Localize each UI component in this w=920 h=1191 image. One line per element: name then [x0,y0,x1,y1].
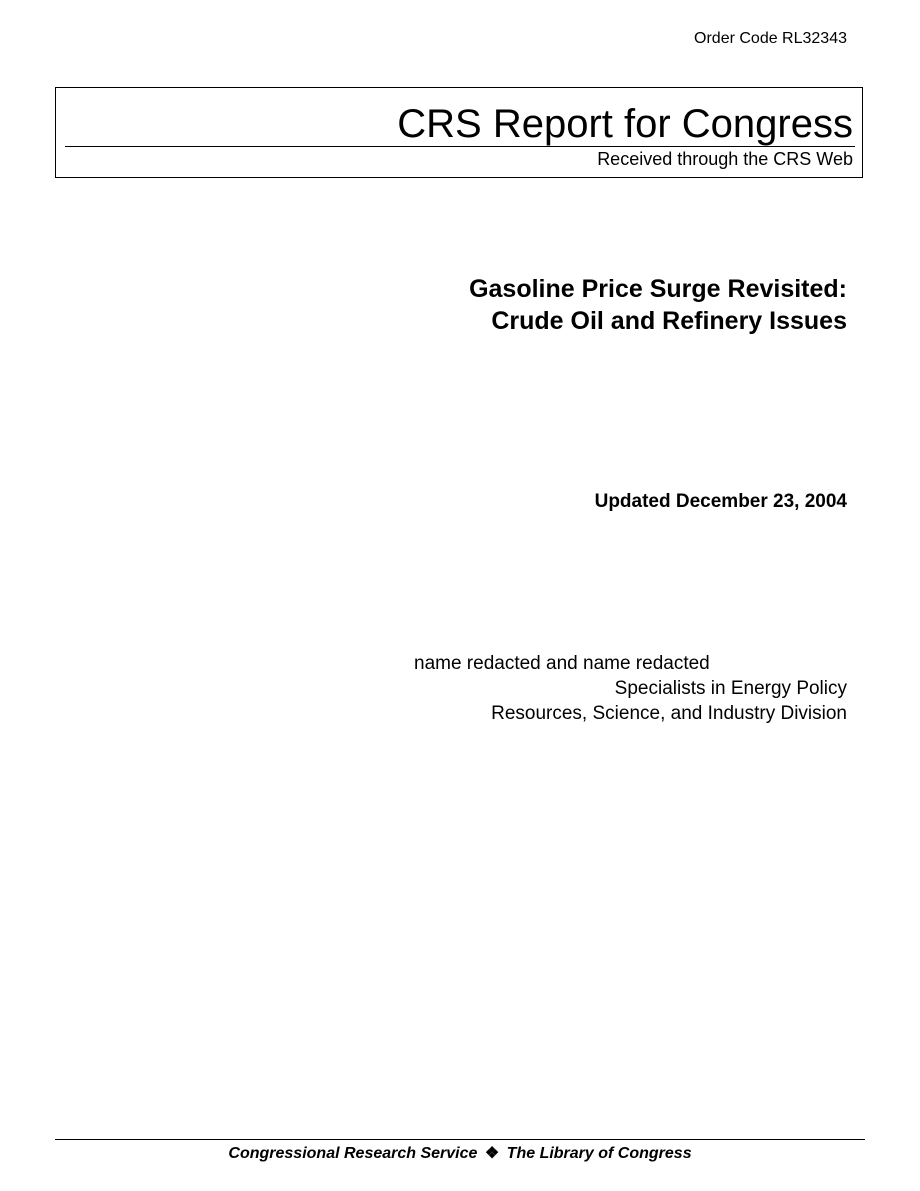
report-title [469,273,847,337]
footer-publisher: Congressional Research Service [228,1145,478,1162]
author-names: name redacted and name redacted [414,653,710,674]
footer [55,1143,865,1165]
report-title-line-1: Gasoline Price Surge Revisited: [469,275,847,303]
updated-date: Updated December 23, 2004 [594,491,847,512]
diamond-separator-icon: ❖ [484,1145,500,1162]
order-code: Order Code RL32343 [694,30,847,47]
header-title: CRS Report for Congress [397,102,853,146]
author-division: Resources, Science, and Industry Division [491,703,847,724]
report-title-line-2: Crude Oil and Refinery Issues [491,307,847,335]
header-subtitle: Received through the CRS Web [597,149,853,169]
author-role: Specialists in Energy Policy [614,678,847,699]
footer-divider [55,1139,865,1140]
footer-library: The Library of Congress [506,1145,692,1162]
report-header-box [55,87,863,178]
header-divider [65,146,855,147]
author-block [407,651,847,726]
